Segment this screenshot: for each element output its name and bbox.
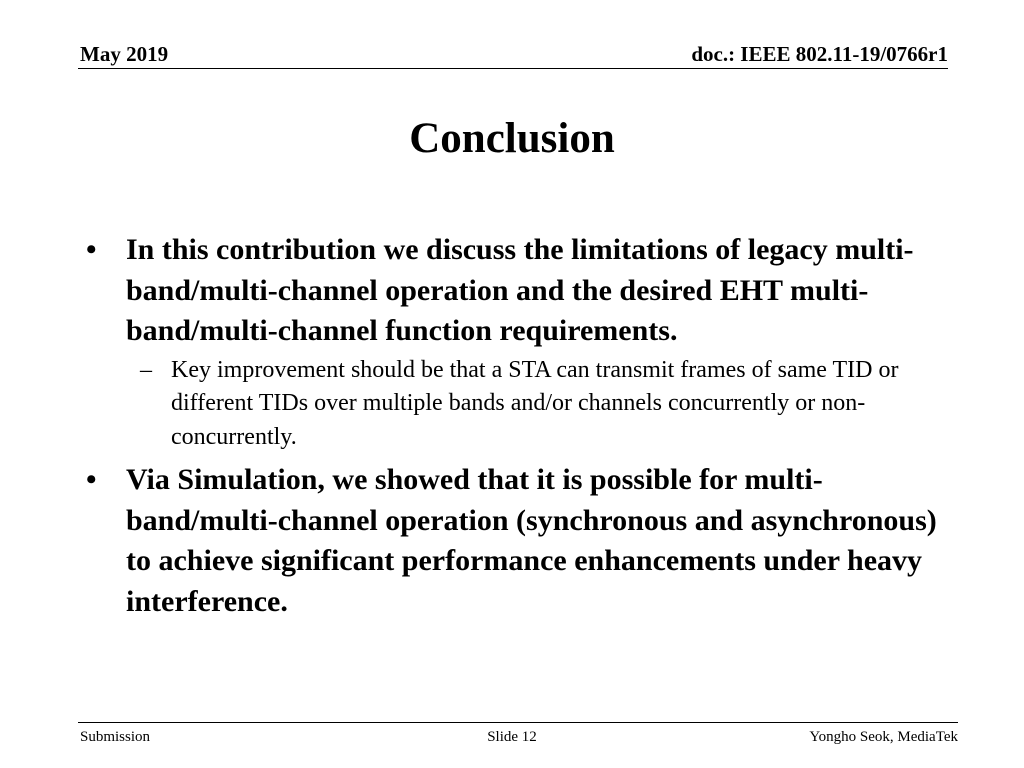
- slide-title: Conclusion: [409, 115, 615, 162]
- bullet-text: Via Simulation, we showed that it is possible for multi-band/multi-channel operation (synchronous and asynchronous) to achieve significant performance enhancements under heavy interference.: [126, 463, 937, 618]
- bullet-marker: •: [86, 233, 97, 266]
- bullet-text: In this contribution we discuss the limitations of legacy multi-band/multi-channel operation and the desired EHT multi-band/multi-channel function requirements.: [126, 233, 914, 347]
- bullet-item: [80, 230, 950, 352]
- header-divider: [78, 68, 948, 69]
- sub-bullet-marker: –: [140, 356, 152, 383]
- slide-body: [80, 230, 950, 622]
- footer-author: Yongho Seok, MediaTek: [809, 729, 958, 745]
- bullet-item: [80, 460, 950, 622]
- footer-divider: [78, 722, 958, 723]
- sub-bullet-item: [80, 354, 950, 455]
- header-doc-id: doc.: IEEE 802.11-19/0766r1: [691, 42, 948, 66]
- bullet-marker: •: [86, 463, 97, 496]
- header-date: May 2019: [80, 42, 169, 66]
- footer-slide-number: Slide 12: [487, 729, 537, 745]
- footer-submission: Submission: [80, 729, 151, 745]
- sub-bullet-text: Key improvement should be that a STA can transmit frames of same TID or different TIDs over multiple bands and/or channels concurrently or non-concurrently.: [171, 356, 899, 450]
